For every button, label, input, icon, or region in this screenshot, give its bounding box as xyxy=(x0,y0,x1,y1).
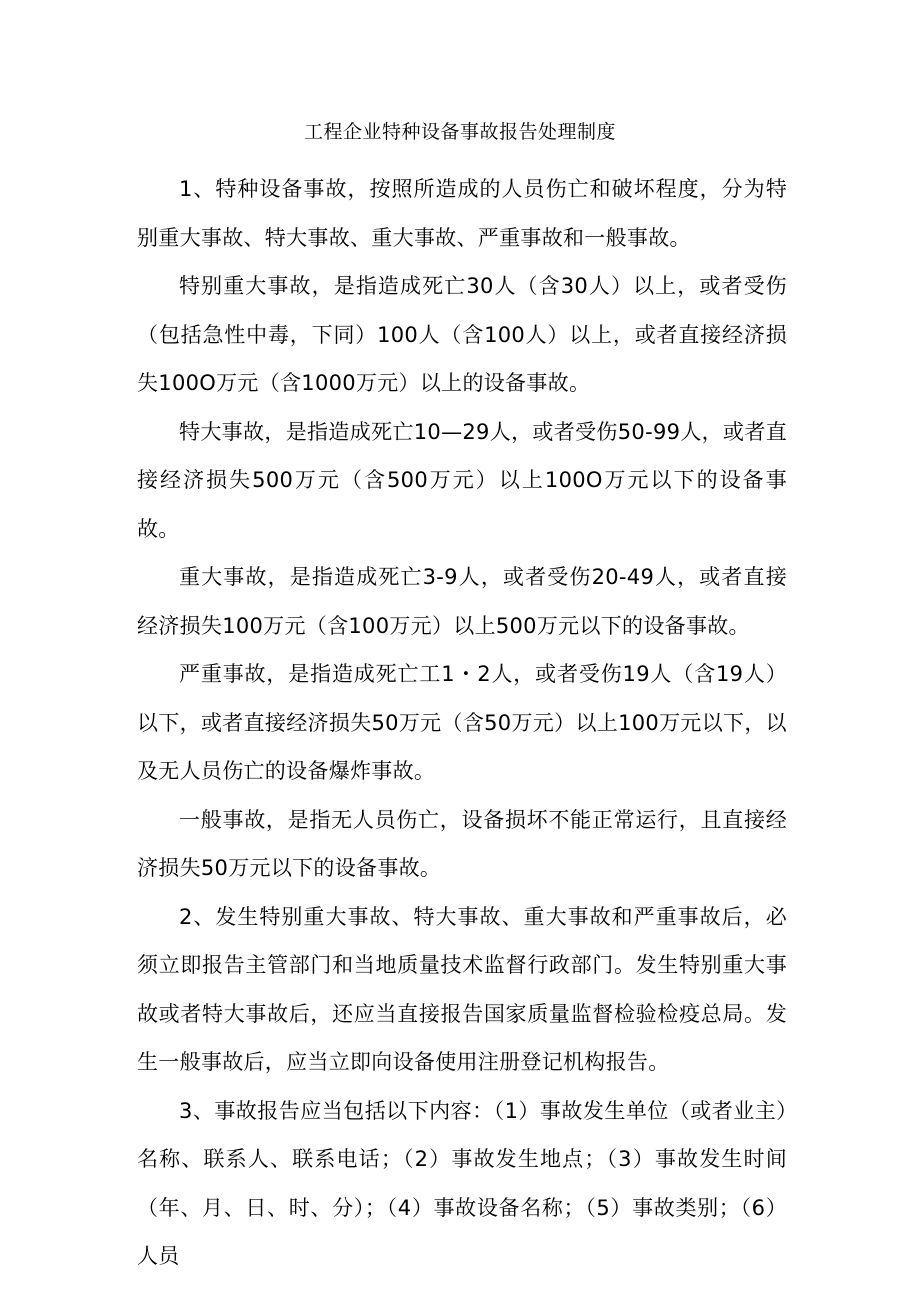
paragraph-serious-accident: 严重事故，是指造成死亡工1・2人，或者受伤19人（含19人）以下，或者直接经济损失50万元（含50万元）以上100万元以下，以及无人员伤亡的设备爆炸事故。 xyxy=(137,662,787,783)
document-body xyxy=(137,165,787,1281)
paragraph-reporting-requirements: 2、发生特别重大事故、特大事故、重大事故和严重事故后，必须立即报告主管部门和当地质量技术监督行政部门。发生特别重大事故或者特大事故后，还应当直接报告国家质量监督检验检疫总局。发生一般事故后，应当立即向设备使用注册登记机构报告。 xyxy=(137,904,787,1074)
paragraph-report-contents: 3、事故报告应当包括以下内容：（1）事故发生单位（或者业主）名称、联系人、联系电话；（2）事故发生地点；（3）事故发生时间（年、月、日、时、分）；（4）事故设备名称；（5）事故类别；（6）人员 xyxy=(137,1098,787,1268)
page-title: 工程企业特种设备事故报告处理制度 xyxy=(303,121,616,143)
paragraph-especially-major-accident: 特别重大事故，是指造成死亡30人（含30人）以上，或者受伤（包括急性中毒，下同）100人（含100人）以上，或者直接经济损失100O万元（含1000万元）以上的设备事故。 xyxy=(137,274,787,395)
paragraph-general-accident: 一般事故，是指无人员伤亡，设备损坏不能正常运行，且直接经济损失50万元以下的设备事故。 xyxy=(137,807,787,880)
paragraph-accident-classification: 1、特种设备事故，按照所造成的人员伤亡和破坏程度，分为特别重大事故、特大事故、重大事故、严重事故和一般事故。 xyxy=(137,177,787,250)
paragraph-extra-large-accident: 特大事故，是指造成死亡10—29人，或者受伤50-99人，或者直接经济损失500万元（含500万元）以上100O万元以下的设备事故。 xyxy=(137,419,787,541)
paragraph-major-accident: 重大事故，是指造成死亡3-9人，或者受伤20-49人，或者直接经济损失100万元（含100万元）以上500万元以下的设备事故。 xyxy=(137,565,787,638)
